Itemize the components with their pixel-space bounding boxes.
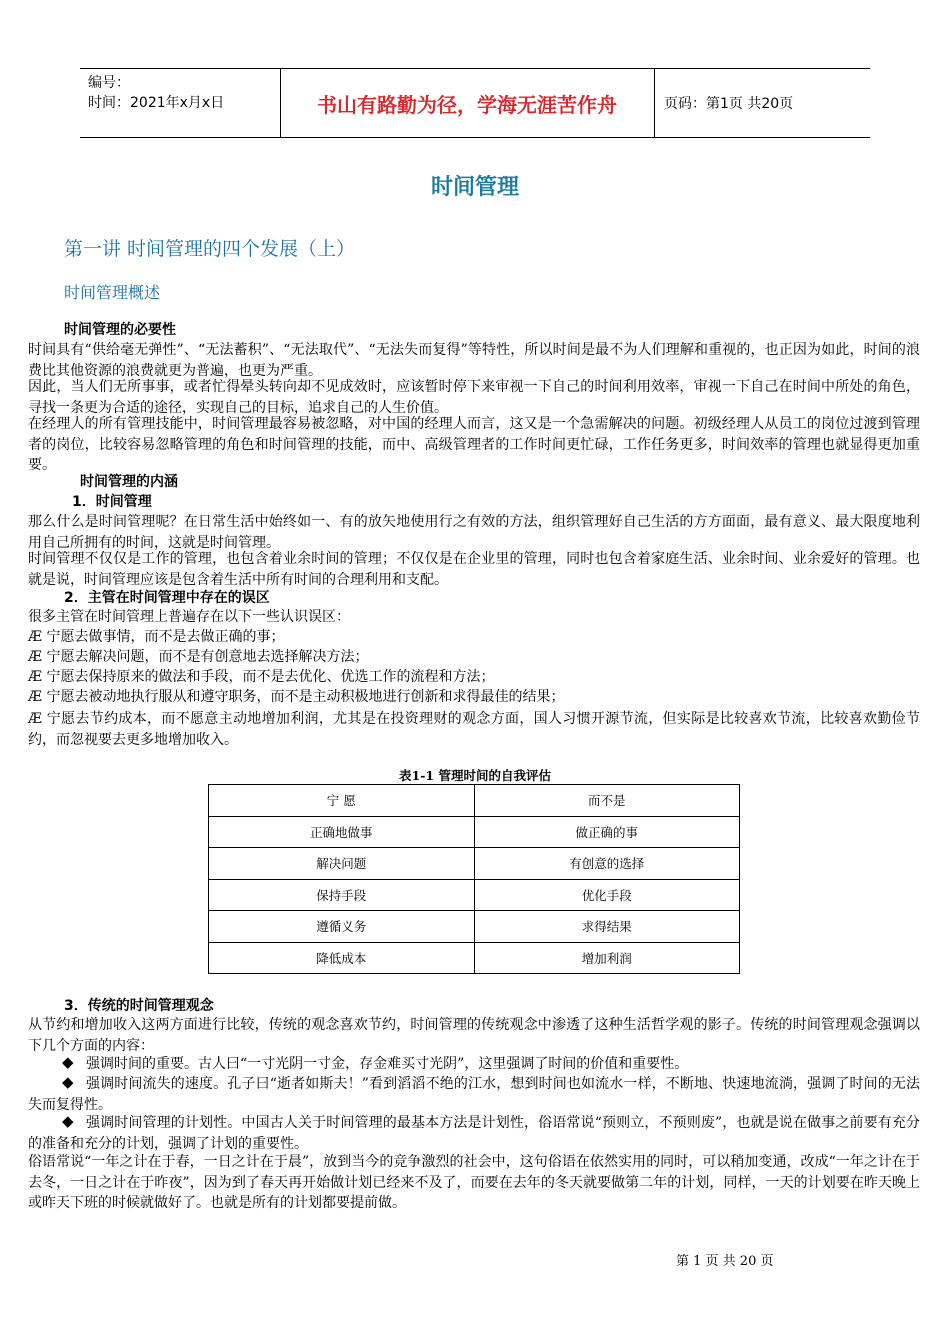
paragraph: 时间具有“供给毫无弹性”、“无法蓄积”、“无法取代”、“无法失而复得”等特性，所以时间是最不为人们理解和重视的，也正因为如此，时间的浪费比其他资源的浪费就更为普遍，也更为严重。	[28, 342, 920, 379]
table-cell: 做正确的事	[474, 816, 740, 848]
table-row	[209, 848, 740, 880]
table-row	[209, 942, 740, 974]
document-title: 时间管理	[430, 175, 519, 200]
point-text: 强调时间的重要。古人曰“一寸光阴一寸金，存金难买寸光阴”，这里强调了时间的价值和重要性。	[86, 1056, 689, 1072]
header-divider	[654, 69, 655, 137]
point-text: 强调时间流失的速度。孔子曰“逝者如斯夫！”看到滔滔不绝的江水，想到时间也如流水一样，不断地、快速地流淌，强调了时间的无法失而复得性。	[28, 1076, 920, 1113]
paragraph: 时间管理不仅仅是工作的管理，也包含着业余时间的管理；不仅仅是在企业里的管理，同时也包含着家庭生活、业余时间、业余爱好的管理。也就是说，时间管理应该是包含着生活中所有时间的合理利用和支配。	[28, 551, 920, 588]
lecture-title: 第一讲 时间管理的四个发展（上）	[64, 238, 356, 260]
myth-item: Æ 宁愿去保持原来的做法和手段，而不是去优化、优选工作的流程和方法；	[28, 669, 495, 685]
self-assessment-table	[208, 784, 740, 974]
table-cell: 遵循义务	[209, 911, 475, 943]
table-cell: 有创意的选择	[474, 848, 740, 880]
table-cell: 求得结果	[474, 911, 740, 943]
header-motto: 书山有路勤为径，学海无涯苦作舟	[317, 92, 617, 117]
point-item	[28, 1074, 920, 1115]
myth-item: Æ 宁愿去被动地执行服从和遵守职务，而不是主动积极地进行创新和求得最佳的结果；	[28, 689, 565, 705]
table-cell: 保持手段	[209, 879, 475, 911]
necessity-heading: 时间管理的必要性	[64, 322, 176, 338]
point-item	[28, 1054, 920, 1075]
table-cell: 解决问题	[209, 848, 475, 880]
connotation-heading: 时间管理的内涵	[80, 474, 178, 490]
myth-item: Æ 宁愿去节约成本，而不愿意主动地增加利润，尤其是在投资理财的观念方面，国人习惯开源节流，但实际是比较喜欢节流，比较喜欢勤俭节约，而忽视要去更多地增加收入。	[28, 711, 920, 748]
table-row	[209, 911, 740, 943]
table-header-row	[209, 785, 740, 817]
paragraph: 在经理人的所有管理技能中，时间管理最容易被忽略，对中国的经理人而言，这又是一个急需解决的问题。初级经理人从员工的岗位过渡到管理者的岗位，比较容易忽略管理的角色和时间管理的技能，而中、高级管理者的工作时间更忙碌，工作任务更多，时间效率的管理也就显得更加重要。	[28, 416, 920, 473]
date-label: 时间：2021年x月x日	[88, 95, 225, 111]
page-number-label: 页码：第1页 共20页	[664, 96, 794, 112]
subheading-3: 3．传统的时间管理观念	[64, 998, 214, 1014]
section-title: 时间管理概述	[64, 283, 161, 302]
header-meta	[88, 73, 224, 113]
paragraph: 从节约和增加收入这两方面进行比较，传统的观念喜欢节约，时间管理的传统观念中渗透了这种生活哲学观的影子。传统的时间管理观念强调以下几个方面的内容：	[28, 1017, 920, 1054]
subheading-1: 1．时间管理	[72, 494, 152, 510]
table-header-cell: 宁 愿	[209, 785, 475, 817]
diamond-bullet-icon: ◆	[62, 1112, 74, 1130]
serial-label: 编号：	[88, 75, 130, 91]
table-cell: 正确地做事	[209, 816, 475, 848]
table-header-cell: 而不是	[474, 785, 740, 817]
myth-item: Æ 宁愿去解决问题，而不是有创意地去选择解决方法；	[28, 649, 369, 665]
table-cell: 降低成本	[209, 942, 475, 974]
table-cell: 优化手段	[474, 879, 740, 911]
point-item	[28, 1113, 920, 1154]
myth-item: Æ 宁愿去做事情，而不是去做正确的事；	[28, 629, 285, 645]
paragraph: 那么什么是时间管理呢？在日常生活中始终如一、有的放矢地使用行之有效的方法，组织管理好自己生活的方方面面，最有意义、最大限度地利用自己所拥有的时间，这就是时间管理。	[28, 514, 920, 551]
header-divider	[280, 69, 281, 137]
table-caption: 表1-1 管理时间的自我评估	[399, 768, 551, 783]
diamond-bullet-icon: ◆	[62, 1073, 74, 1091]
paragraph: 很多主管在时间管理上普遍存在以下一些认识误区：	[28, 609, 350, 625]
subheading-2: 2．主管在时间管理中存在的误区	[64, 590, 270, 606]
table-row	[209, 879, 740, 911]
paragraph: 因此，当人们无所事事，或者忙得晕头转向却不见成效时，应该暂时停下来审视一下自己的时间利用效率，审视一下自己在时间中所处的角色，寻找一条更为合适的途径，实现自己的目标，追求自己的人生价值。	[28, 379, 920, 416]
table-row	[209, 816, 740, 848]
table-cell: 增加利润	[474, 942, 740, 974]
paragraph: 俗语常说“一年之计在于春，一日之计在于晨”，放到当今的竞争激烈的社会中，这句俗语在依然实用的同时，可以稍加变通，改成“一年之计在于去冬，一日之计在于昨夜”，因为到了春天再开始做计划已经来不及了，而要在去年的冬天就要做第二年的计划，同样，一天的计划要在昨天晚上或昨天下班的时候就做好了。也就是所有的计划都要提前做。	[28, 1154, 920, 1211]
diamond-bullet-icon: ◆	[62, 1053, 74, 1071]
page-footer: 第 1 页 共 20 页	[676, 1254, 774, 1269]
point-text: 强调时间管理的计划性。中国古人关于时间管理的最基本方法是计划性，俗语常说“预则立，不预则废”，也就是说在做事之前要有充分的准备和充分的计划，强调了计划的重要性。	[28, 1115, 920, 1152]
page-header	[80, 68, 870, 138]
